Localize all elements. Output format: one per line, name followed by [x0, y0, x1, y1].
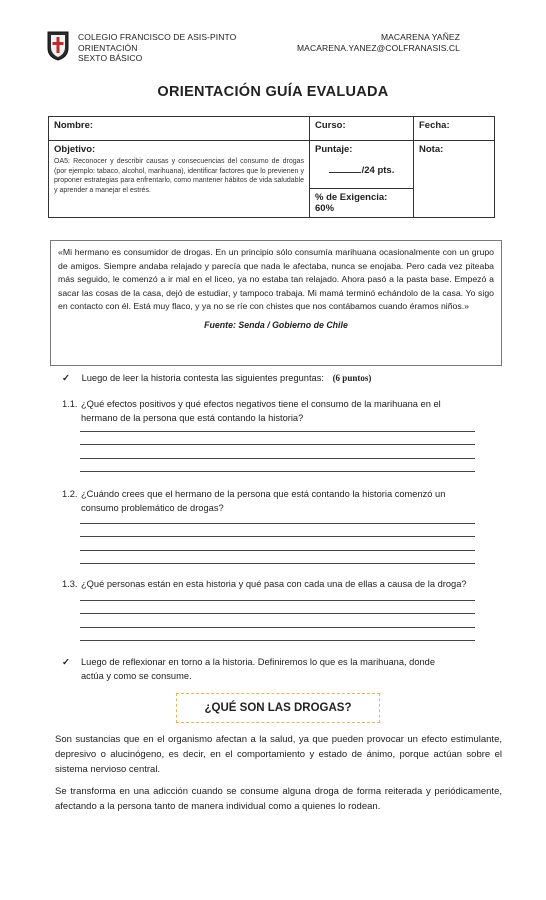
question-text-line2: hermano de la persona que está contando la historia?	[81, 412, 304, 423]
answer-line[interactable]	[80, 627, 475, 628]
score-blank[interactable]	[329, 172, 361, 173]
instruction-reflect	[62, 656, 492, 683]
date-cell[interactable]	[414, 117, 495, 141]
name-label: Nombre:	[54, 120, 94, 131]
paragraph-addiction: Se transforma en una adicción cuando se consume alguna droga de forma reiterada y periódicamente, afectando a la persona tanto de manera individual como a quienes lo rodean.	[55, 786, 502, 812]
objective-label: Objetivo:	[54, 144, 96, 155]
school-name: COLEGIO FRANCISCO DE ASIS-PINTO	[78, 32, 237, 42]
subject-name: ORIENTACIÓN	[78, 42, 138, 53]
grade-cell	[414, 141, 495, 218]
story-box	[50, 240, 502, 366]
answer-line[interactable]	[80, 471, 475, 472]
grade-level: SEXTO BÁSICO	[78, 53, 143, 63]
score-label: Puntaje:	[315, 144, 353, 155]
question-text-line1: ¿Cuándo crees que el hermano de la persona que está contando la historia comenzó un	[81, 489, 446, 499]
paragraph-definition: Son sustancias que en el organismo afectan a la salud, ya que pueden provocar un efecto estimulante, depresivo o alucinógeno, es decir, en el comportamiento y estado de ánimo, porque actúan sobre el sistema nervioso central.	[55, 734, 502, 775]
instruction-points: (6 puntos)	[332, 373, 372, 383]
instruction-read-text: Luego de leer la historia contesta las siguientes preguntas:	[81, 373, 324, 383]
story-source: Fuente: Senda / Gobierno de Chile	[204, 319, 348, 330]
question-number: 1.1.	[62, 399, 78, 409]
answer-line[interactable]	[80, 444, 475, 445]
question-number: 1.2.	[62, 489, 78, 499]
answer-line[interactable]	[80, 563, 475, 564]
teacher-name: MACARENA YAÑEZ	[380, 32, 460, 42]
question-number: 1.3.	[62, 579, 78, 589]
school-info	[78, 32, 236, 64]
requirement-cell	[310, 189, 414, 218]
answer-line[interactable]	[80, 640, 475, 641]
answer-line[interactable]	[80, 431, 475, 432]
instruction-read	[62, 372, 371, 386]
question-text-line1: ¿Qué personas están en esta historia y qué pasa con cada una de ellas a causa de la droga?	[81, 579, 467, 589]
question-text-line1: ¿Qué efectos positivos y qué efectos negativos tiene el consumo de la marihuana en el	[81, 399, 441, 409]
name-cell[interactable]	[49, 117, 310, 141]
question-1-1	[62, 398, 492, 425]
grade-label: Nota:	[419, 144, 444, 155]
instruction-reflect-line2: actúa y como se consume.	[81, 670, 192, 681]
answer-line[interactable]	[80, 550, 475, 551]
story-text: «Mi hermano es consumidor de drogas. En un principio sólo consumía marihuana ocasionalmente con un grupo de amigos. Siempre andaba relajado y parecía que nada le afectaba, nunca se enojaba. Pero cada vez piteaba más seguido, le comenzó a ir mal en el liceo, ya no estaba tan relajado. Ahora pasó a la pasta base. Empezó a sacar las cosas de la casa, dejó de estudiar, y tampoco trabaja. Mi mamá terminó echándolo de la casa. Yo sigo en contacto con él. Está muy flaco, y ya no se ríe con chistes que nos contábamos cuando éramos niños.»	[58, 247, 494, 312]
instruction-reflect-line1: Luego de reflexionar en torno a la historia. Definiremos lo que es la marihuana, donde	[81, 657, 436, 667]
course-cell[interactable]	[310, 117, 414, 141]
question-text-line2: consumo problemático de drogas?	[81, 502, 224, 513]
checkmark-icon: ✓	[62, 657, 70, 668]
objective-text: OA5: Reconocer y describir causas y consecuencias del consumo de drogas (por ejemplo: tabaco, alcohol, marihuana), identificar factores que lo previenen y proponer estrategias para enfrentarlo, como mantener hábitos de vida saludable y aprender a manejar el estrés.	[54, 158, 304, 194]
question-1-2	[62, 488, 492, 515]
course-label: Curso:	[315, 120, 346, 131]
checkmark-icon: ✓	[62, 373, 70, 384]
question-1-3	[62, 578, 502, 592]
requirement-text: % de Exigencia: 60%	[315, 192, 388, 214]
objective-cell	[49, 141, 310, 218]
answer-line[interactable]	[80, 458, 475, 459]
score-total: /24 pts.	[361, 165, 395, 176]
page-title: ORIENTACIÓN GUÍA EVALUADA	[157, 84, 389, 100]
teacher-info	[297, 32, 460, 53]
answer-line[interactable]	[80, 613, 475, 614]
school-crest-icon	[47, 31, 69, 61]
date-label: Fecha:	[419, 120, 450, 131]
answer-line[interactable]	[80, 523, 475, 524]
student-info-table	[48, 116, 495, 218]
answer-line[interactable]	[80, 536, 475, 537]
score-cell	[310, 141, 414, 189]
section-title: ¿QUÉ SON LAS DROGAS?	[176, 693, 380, 723]
teacher-email: MACARENA.YANEZ@COLFRANASIS.CL	[297, 42, 460, 53]
answer-line[interactable]	[80, 600, 475, 601]
